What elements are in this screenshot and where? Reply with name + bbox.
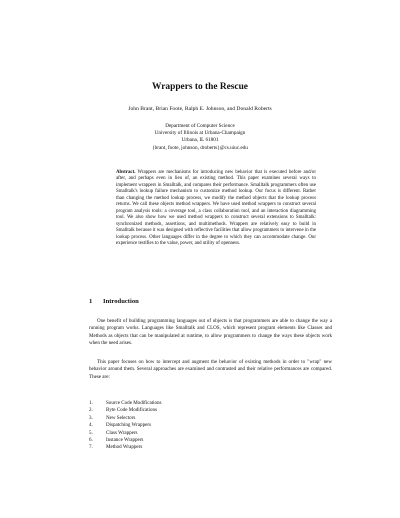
- list-item: [89, 437, 162, 444]
- list-item: [89, 422, 162, 429]
- list-item-text: Byte Code Modifications: [106, 407, 158, 414]
- list-item-number: 2.: [89, 407, 93, 414]
- affiliation-block: [0, 123, 400, 152]
- section-heading: [89, 298, 139, 305]
- list-item-text: Class Wrappers: [106, 429, 138, 436]
- section-title: Introduction: [103, 298, 139, 305]
- list-item-text: Dispatching Wrappers: [106, 422, 151, 429]
- affiliation-city: Urbana, IL 61801: [181, 137, 219, 144]
- list-item-text: Source Code Modifications: [106, 400, 162, 406]
- paragraph: This paper focuses on how to intercept and augment the behavior of existing methods in order to "wrap" new behavior around them. Several approaches are examined and contrasted and their relative performances are compared. These are:: [89, 359, 332, 380]
- affiliation-university: University of Illinois at Urbana-Champaign: [154, 130, 246, 137]
- list-item-number: 3.: [89, 414, 93, 421]
- affiliation-emails: {brant, foote, johnson, droberts}@cs.uiuc.edu: [152, 144, 248, 151]
- list-item-text: New Selectors: [106, 414, 136, 421]
- abstract-label: Abstract.: [116, 170, 136, 175]
- author-list: John Brant, Brian Foote, Ralph E. Johnson, and Donald Roberts: [128, 106, 272, 112]
- abstract-text: Wrappers are mechanisms for introducing new behavior that is executed before and/or after, and perhaps even in lieu of, an existing method. This paper examines several ways to implement wrappers in Smalltalk, and compares their performance. Smalltalk programmers often use Smalltalk's lookup failure mechanism to customize method lookup. Our focus is different. Rather than changing the method lookup process, we modify the method objects that the lookup process returns. We call these objects method wrappers. We have used method wrappers to construct several program analysis tools: a coverage tool, a class collaboration tool, and an interaction diagramming tool. We also show how we used method wrappers to construct several extensions to Smalltalk: synchronized methods, assertions, and multimethods. Wrappers are relatively easy to build in Smalltalk because it was designed with reflective facilities that allow programmers to intervene in the lookup process. Other languages differ in the degree to which they can accommodate change. Our experience testifies to the value, power, and utility of openness.: [116, 170, 316, 246]
- list-item-text: Method Wrappers: [106, 444, 143, 451]
- list-item-number: 1.: [89, 400, 93, 406]
- list-item: [89, 415, 162, 422]
- paragraph: One benefit of building programming languages out of objects is that programmers are able to change the way a running program works. Languages like Smalltalk and CLOS, which represent program elements like Classes and Methods as objects that can be manipulated at runtime, to allow programmers to change the ways these objects work when the need arises.: [89, 318, 332, 347]
- section-number: 1: [89, 298, 93, 305]
- approach-list: [89, 400, 162, 452]
- list-item-number: 4.: [89, 422, 93, 429]
- affiliation-department: Department of Computer Science: [165, 123, 235, 129]
- list-item: [89, 444, 162, 451]
- list-item-text: Instance Wrappers: [106, 437, 144, 444]
- paper-title: Wrappers to the Rescue: [152, 82, 248, 92]
- list-item: [89, 407, 162, 414]
- list-item-number: 5.: [89, 429, 93, 436]
- abstract: [116, 170, 316, 247]
- list-item: [89, 430, 162, 437]
- list-item-number: 7.: [89, 444, 93, 451]
- list-item-number: 6.: [89, 437, 93, 444]
